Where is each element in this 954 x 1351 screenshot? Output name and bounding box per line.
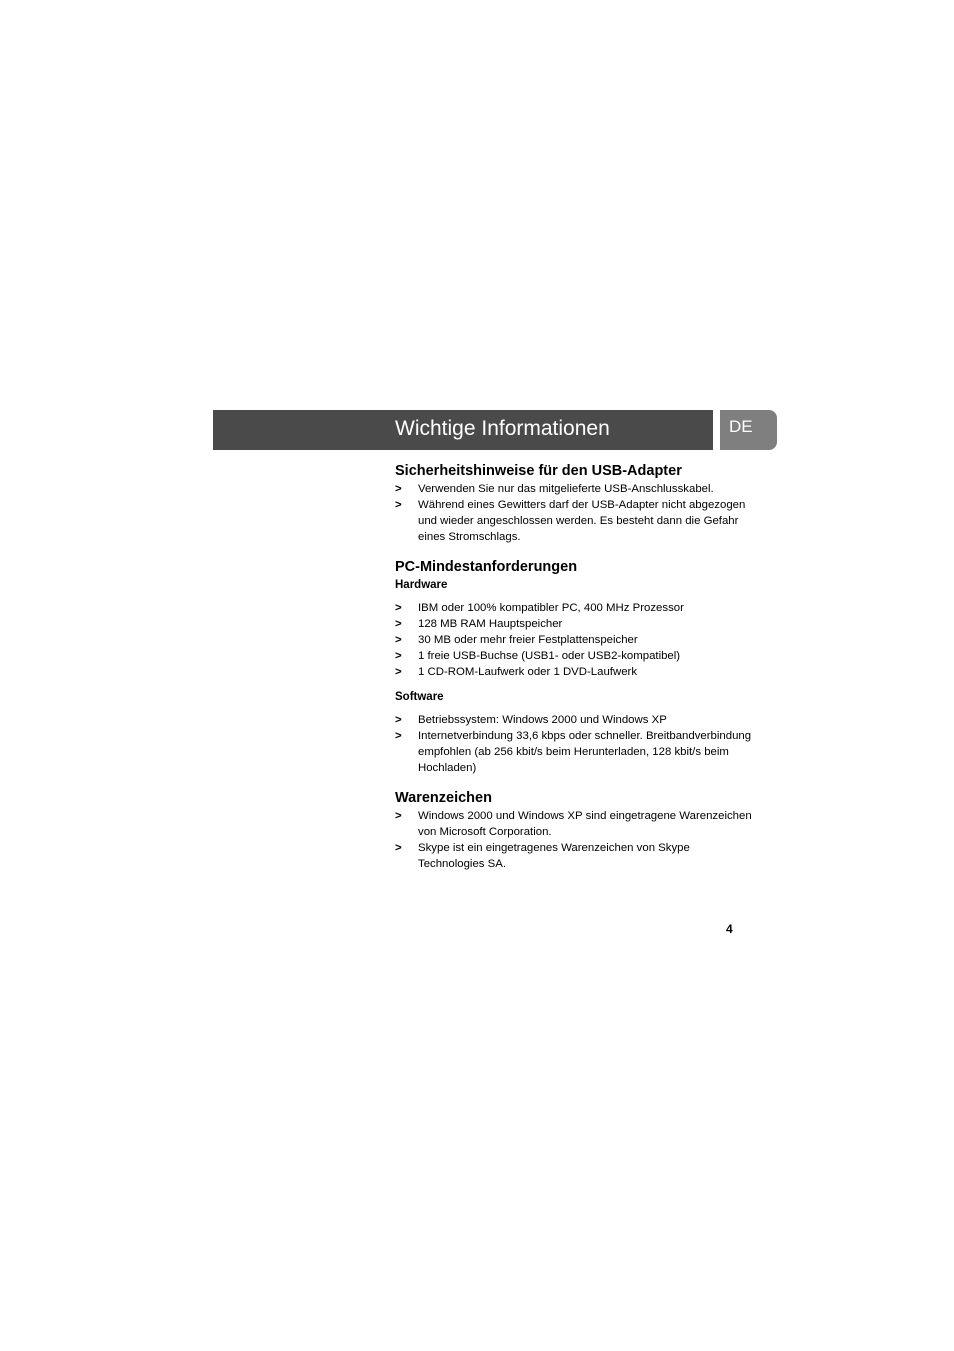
list-item: > Skype ist ein eingetragenes Warenzeichen von Skype Technologies SA. [395, 842, 690, 870]
bullet-marker: > [395, 842, 402, 854]
usb-safety-list [395, 481, 755, 545]
header-bar [213, 410, 713, 450]
list-item: > Verwenden Sie nur das mitgelieferte USB-Anschlusskabel. [395, 483, 714, 495]
section-heading-usb-safety: Sicherheitshinweise für den USB-Adapter [395, 463, 682, 479]
bullet-marker: > [395, 602, 402, 614]
software-list [395, 712, 755, 776]
bullet-marker: > [395, 650, 402, 662]
bullet-marker: > [395, 714, 402, 726]
page-number: 4 [726, 922, 733, 936]
language-tab [720, 410, 777, 450]
list-item: > Betriebssystem: Windows 2000 und Windows XP [395, 714, 667, 726]
list-item: > IBM oder 100% kompatibler PC, 400 MHz Prozessor [395, 602, 684, 614]
bullet-marker: > [395, 618, 402, 630]
bullet-marker: > [395, 810, 402, 822]
list-item: > Internetverbindung 33,6 kbps oder schneller. Breitbandverbindung empfohlen (ab 256 kbit/s beim Herunterladen, 128 kbit/s beim Hochladen) [395, 730, 752, 774]
subheading-hardware: Hardware [395, 579, 448, 591]
list-item: > 1 CD-ROM-Laufwerk oder 1 DVD-Laufwerk [395, 666, 638, 678]
bullet-marker: > [395, 483, 402, 495]
bullet-marker: > [395, 634, 402, 646]
section-heading-requirements: PC-Mindestanforderungen [395, 559, 578, 575]
hardware-list [395, 600, 755, 680]
list-item: > 30 MB oder mehr freier Festplattenspeicher [395, 634, 638, 646]
list-item: > 1 freie USB-Buchse (USB1- oder USB2-kompatibel) [395, 650, 681, 662]
page-title: Wichtige Informationen [395, 417, 610, 440]
bullet-marker: > [395, 666, 402, 678]
main-content [395, 460, 755, 872]
language-label: DE [729, 417, 753, 436]
list-item: > 128 MB RAM Hauptspeicher [395, 618, 563, 630]
list-item: > Während eines Gewitters darf der USB-Adapter nicht abgezogen und wieder angeschlossen werden. Es besteht dann die Gefahr eines Stromschlags. [395, 499, 746, 543]
list-item: > Windows 2000 und Windows XP sind eingetragene Warenzeichen von Microsoft Corporation. [395, 810, 752, 838]
bullet-marker: > [395, 499, 402, 511]
section-heading-trademarks: Warenzeichen [395, 790, 492, 806]
subheading-software: Software [395, 691, 444, 703]
trademarks-list [395, 808, 755, 872]
bullet-marker: > [395, 730, 402, 742]
